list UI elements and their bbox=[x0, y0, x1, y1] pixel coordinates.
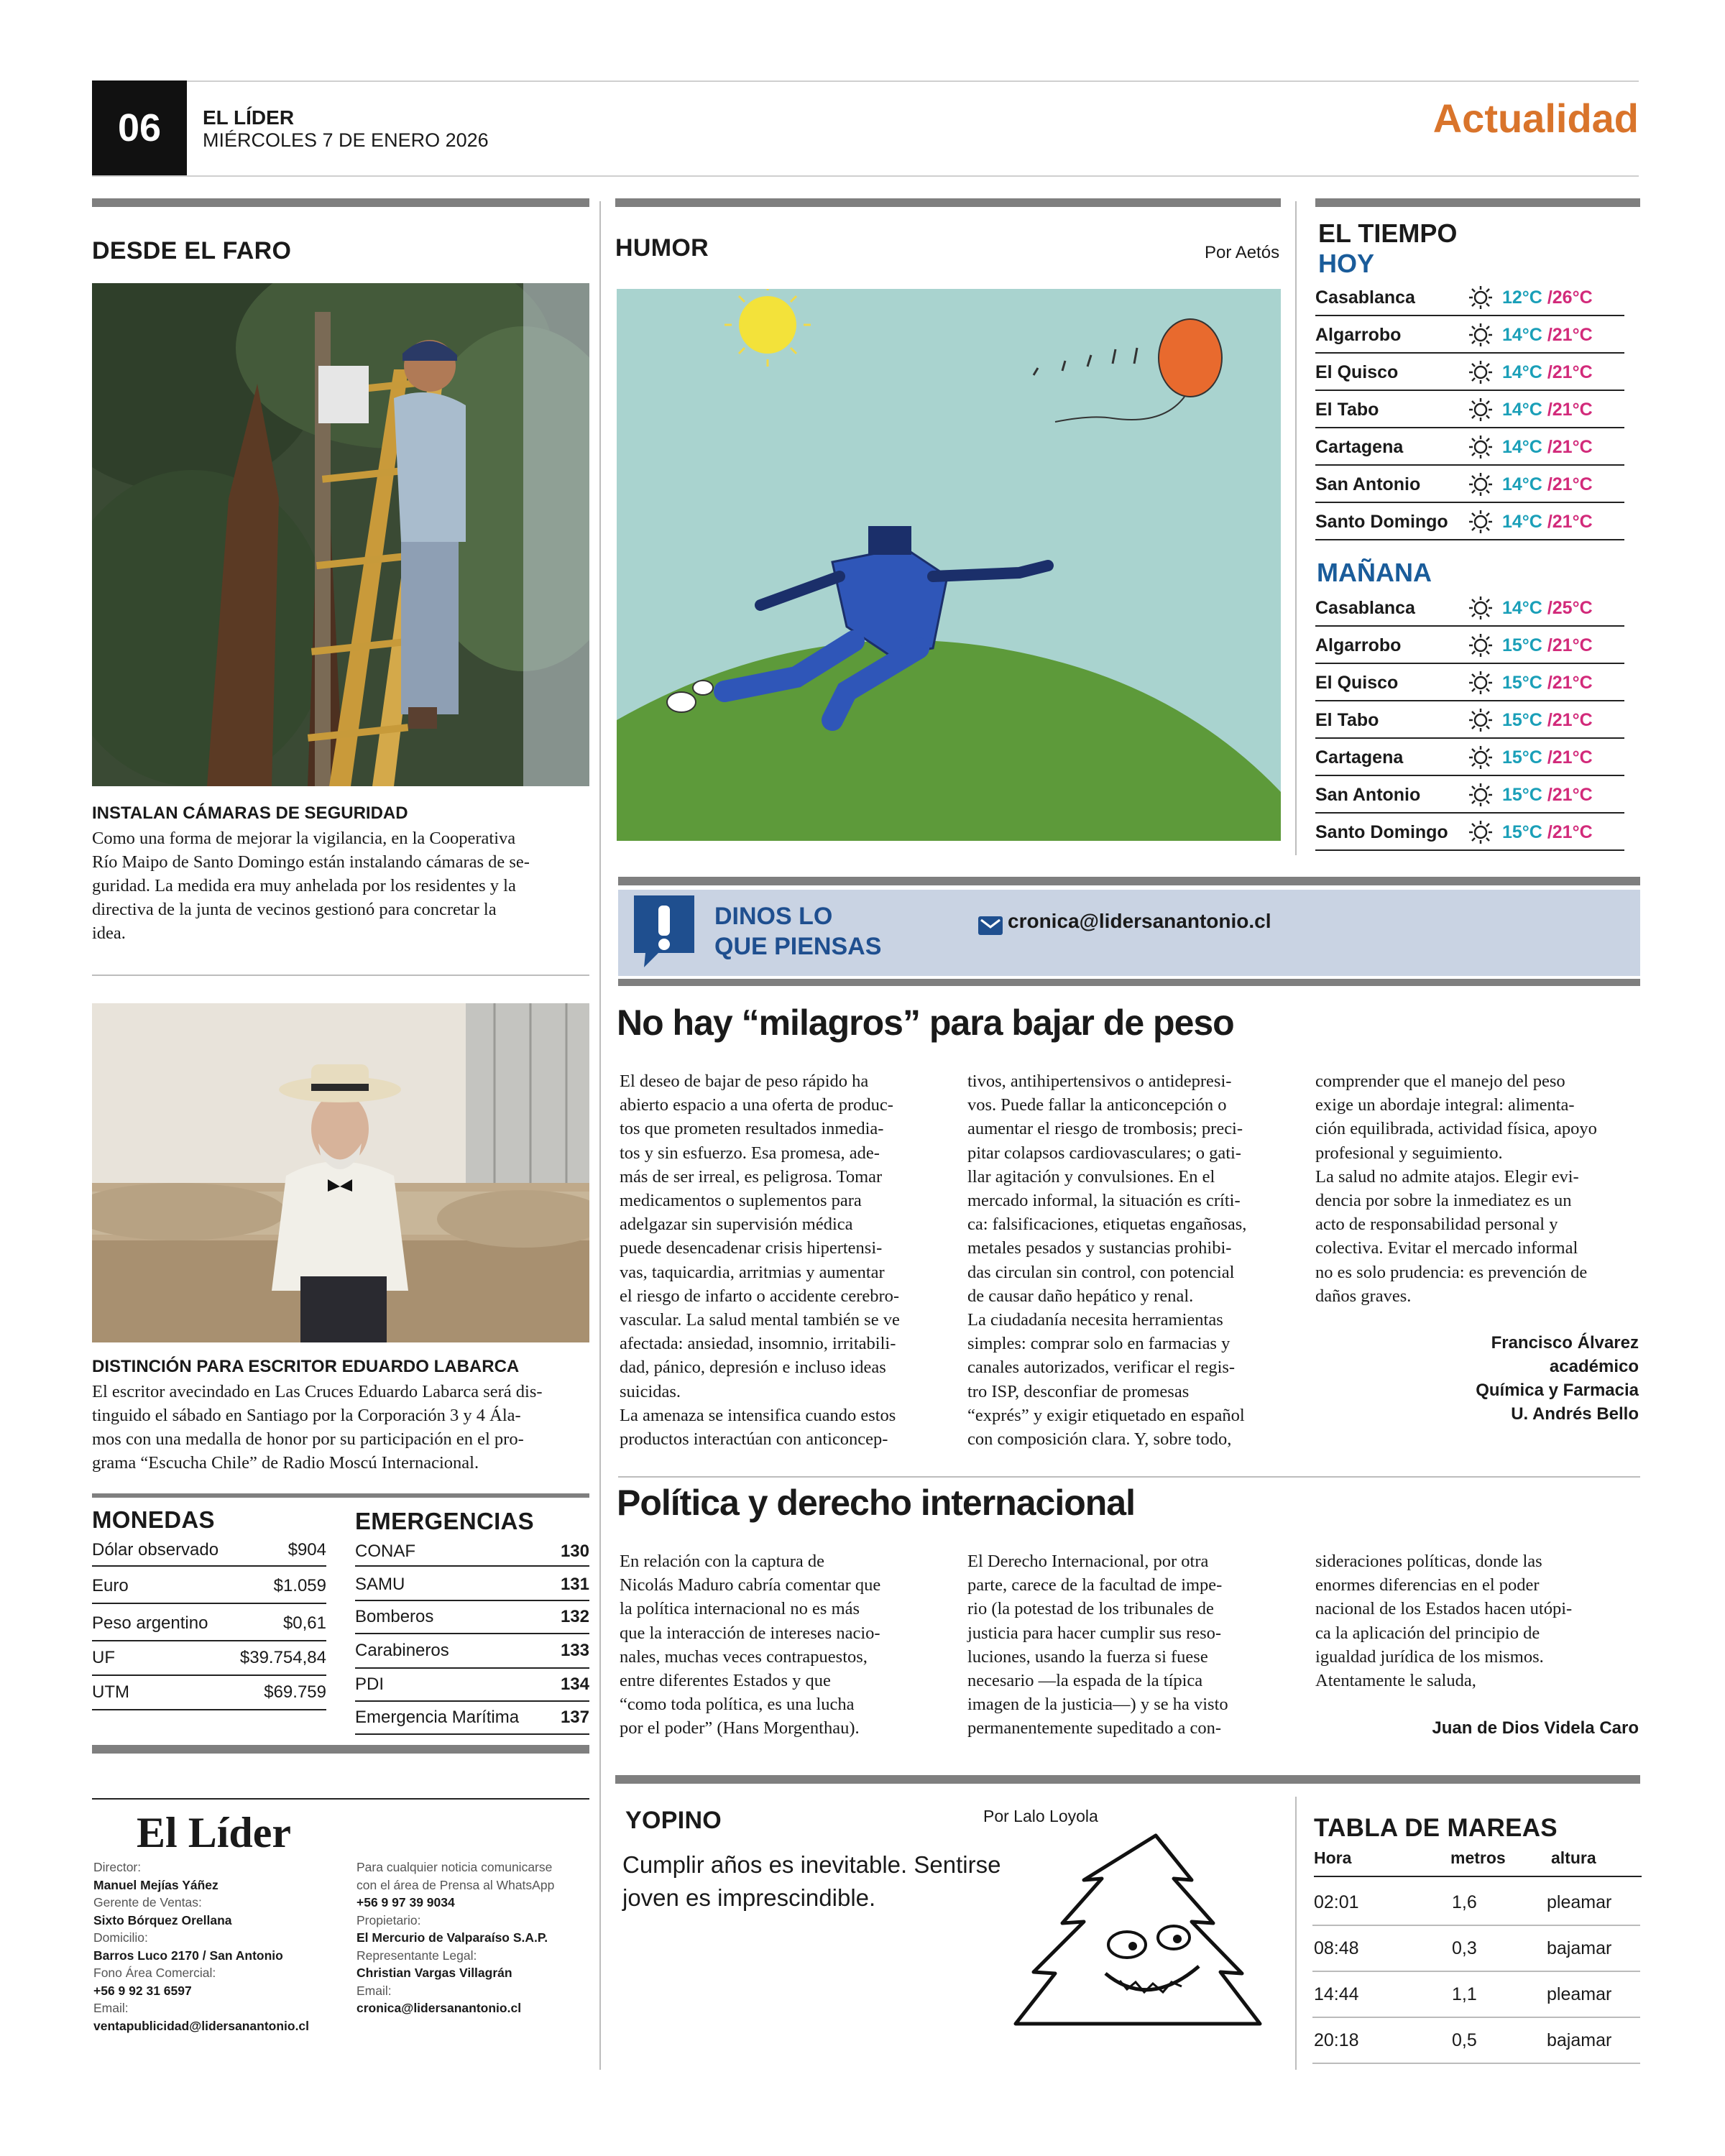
sun-icon bbox=[1459, 595, 1502, 621]
paper-name: EL LÍDER bbox=[203, 106, 295, 129]
tides-header: Hora metros altura bbox=[1314, 1848, 1642, 1877]
weather-city: El Quisco bbox=[1315, 361, 1399, 382]
tide-meters: 0,3 bbox=[1452, 1938, 1477, 1958]
emergencias-row: SAMU 131 bbox=[355, 1570, 589, 1601]
page-number: 06 bbox=[92, 80, 187, 175]
letter1-col3: comprender que el manejo del peso exige un abordaje integral: alimenta- ción equilibrada, actividad física, apoyo profesional y seguimiento. La salud no admite atajos. Elegir evi- dencia por sobre la inmediatez es un acto de responsabilidad personal y colectiva. Evitar el mercado informal no es solo prudencia: es prevención de daños graves. bbox=[1315, 1072, 1597, 1306]
letter2-col2: El Derecho Internacional, por otra parte, carece de la facultad de impe- rio (la potestad de los tribunales de justicia para hacer cumplir sus reso- luciones, usando la fuerza si fuese necesario —la espada de la típica imagen de la justicia—) y se ha visto permanentemente supeditado a con- bbox=[967, 1552, 1228, 1738]
weather-row bbox=[1315, 505, 1624, 540]
weather-temp: 15°C /21°C bbox=[1502, 672, 1593, 693]
letter1-headline: No hay “milagros” para bajar de peso bbox=[617, 1003, 1234, 1043]
yopino-quote: Cumplir años es inevitable. Sentirse joven es imprescindible. bbox=[622, 1851, 1001, 1911]
email-icon bbox=[978, 914, 1003, 937]
weather-city: El Tabo bbox=[1315, 399, 1379, 420]
letter2-signature: Juan de Dios Videla Caro bbox=[1432, 1718, 1639, 1738]
weather-city: San Antonio bbox=[1315, 784, 1421, 805]
weather-city: Algarrobo bbox=[1315, 324, 1402, 345]
tide-row bbox=[1312, 1926, 1640, 1972]
tide-type: pleamar bbox=[1547, 1984, 1612, 2004]
yopino-author: Por Lalo Loyola bbox=[983, 1807, 1098, 1825]
weather-row bbox=[1315, 355, 1624, 391]
weather-row bbox=[1315, 665, 1624, 701]
section-title: Actualidad bbox=[1432, 96, 1639, 141]
humor-cartoon bbox=[617, 289, 1281, 841]
faro-kicker: DESDE EL FARO bbox=[92, 237, 292, 264]
weather-row bbox=[1315, 740, 1624, 776]
tide-time: 02:01 bbox=[1314, 1892, 1359, 1912]
tide-type: pleamar bbox=[1547, 1892, 1612, 1912]
weather-tomorrow-label: MAÑANA bbox=[1317, 558, 1432, 587]
weather-temp: 15°C /21°C bbox=[1502, 821, 1593, 842]
sun-icon bbox=[1459, 745, 1502, 770]
weather-temp: 15°C /21°C bbox=[1502, 709, 1593, 730]
letter1-col2: tivos, antihipertensivos o antidepresi- vos. Puede fallar la anticoncepción o aumentar el riesgo de trombosis; preci- pitar colapsos cardiovasculares; o gati- llar agitación y convulsiones. En el mercado informal, la situación es críti- ca: falsificaciones, etiquetas engañosas, metales pesados y sustancias prohibi- das circulan sin control, con potencial de causar daño hepático y renal. La ciudadanía necesita herramientas simples: comprar solo en farmacias y canales autorizados, verificar el regis- tro ISP, desconfiar de promesas “exprés” y exigir etiquetado en español con composición clara. Y, sobre todo, bbox=[967, 1072, 1247, 1450]
weather-temp: 14°C /21°C bbox=[1502, 474, 1593, 494]
sun-icon bbox=[1459, 819, 1502, 845]
weather-row bbox=[1315, 778, 1624, 814]
bottom-section-bar bbox=[615, 1775, 1640, 1784]
emergencias-row: PDI 134 bbox=[355, 1669, 589, 1702]
pine-tree-cartoon bbox=[1012, 1830, 1264, 2032]
weather-row bbox=[1315, 318, 1624, 354]
letter2-headline: Política y derecho internacional bbox=[617, 1483, 1136, 1523]
tide-meters: 1,6 bbox=[1452, 1892, 1477, 1912]
weather-row bbox=[1315, 280, 1624, 316]
monedas-row: Peso argentino $0,61 bbox=[92, 1607, 326, 1641]
weather-row bbox=[1315, 591, 1624, 627]
weather-city: Algarrobo bbox=[1315, 635, 1402, 655]
weather-temp: 14°C /21°C bbox=[1502, 399, 1593, 420]
sun-icon bbox=[1459, 397, 1502, 423]
tide-row bbox=[1312, 1880, 1640, 1926]
tide-row bbox=[1312, 1972, 1640, 2018]
emergencias-row: CONAF 130 bbox=[355, 1538, 589, 1567]
letter1-col1: El deseo de bajar de peso rápido ha abierto espacio a una oferta de produc- tos que prometen resultados inmedia- tos y sin esfuerzo. Esa promesa, ade- más de ser irreal, es peligrosa. Tomar medicamentos o suplementos para adelgazar sin supervisión médica puede desencadenar crisis hipertensi- vas, taquicardia, arritmias y aumentar el riesgo de infarto o accidente cerebro- vascular. La salud mental también se ve afectada: ansiedad, insomnio, irritabili- dad, pánico, depresión e incluso ideas suicidas. La amenaza se intensifica cuando estos productos interactúan con anticoncep- bbox=[620, 1072, 900, 1450]
issue-date: MIÉRCOLES 7 DE ENERO 2026 bbox=[203, 129, 489, 151]
sun-icon bbox=[1459, 632, 1502, 658]
emergencias-row: Emergencia Marítima 137 bbox=[355, 1702, 589, 1735]
weather-temp: 14°C /21°C bbox=[1502, 361, 1593, 382]
column-divider-left bbox=[599, 201, 601, 2070]
weather-city: San Antonio bbox=[1315, 474, 1421, 494]
weather-city: Cartagena bbox=[1315, 436, 1404, 457]
tide-type: bajamar bbox=[1547, 1938, 1612, 1958]
weather-top-bar bbox=[1315, 198, 1640, 207]
weather-temp: 14°C /25°C bbox=[1502, 597, 1593, 618]
masthead-logo: El Líder bbox=[137, 1809, 292, 1856]
sun-icon bbox=[1459, 509, 1502, 535]
weather-temp: 12°C /26°C bbox=[1502, 287, 1593, 308]
weather-row bbox=[1315, 392, 1624, 428]
letter2-col3: sideraciones políticas, donde las enormes diferencias en el poder nacional de los Estados hacen utópi- ca la aplicación del principio de igualdad jurídica de los mismos. Atentamente le saluda, bbox=[1315, 1552, 1573, 1691]
tide-row bbox=[1312, 2018, 1640, 2064]
sun-icon bbox=[1459, 434, 1502, 460]
photo2-caption: El escritor avecindado en Las Cruces Eduardo Labarca será dis- tinguido el sábado en Santiago por la Corporación 3 y 4 Ála- mos con una medalla de honor por su participación en el pro- grama “Escucha Chile” de Radio Moscú Internacional. bbox=[92, 1382, 543, 1473]
tide-meters: 1,1 bbox=[1452, 1984, 1477, 2004]
weather-row bbox=[1315, 430, 1624, 466]
humor-top-bar bbox=[615, 198, 1281, 207]
indicators-bottom-bar bbox=[92, 1745, 589, 1754]
humor-kicker: HUMOR bbox=[615, 234, 709, 262]
letter2-col1: En relación con la captura de Nicolás Maduro cabría comentar que la política internacional no es más que la interacción de intereses nacio- nales, muchas veces contrapuestos, entre diferentes Estados y que “como toda política, es una lucha por el poder” (Hans Morgenthau). bbox=[620, 1552, 881, 1738]
weather-row bbox=[1315, 628, 1624, 664]
weather-temp: 15°C /21°C bbox=[1502, 747, 1593, 768]
weather-row bbox=[1315, 815, 1624, 851]
weather-city: Santo Domingo bbox=[1315, 821, 1448, 842]
humor-author: Por Aetós bbox=[1205, 243, 1280, 262]
weather-city: El Quisco bbox=[1315, 672, 1399, 693]
security-camera-photo bbox=[92, 283, 589, 786]
letters-divider bbox=[618, 1476, 1640, 1478]
monedas-row: Euro $1.059 bbox=[92, 1570, 326, 1604]
tide-time: 14:44 bbox=[1314, 1984, 1359, 2004]
dinos-email: cronica@lidersanantonio.cl bbox=[1008, 910, 1271, 932]
header-bottom-rule bbox=[92, 175, 1639, 177]
weather-temp: 15°C /21°C bbox=[1502, 635, 1593, 655]
faro-top-bar bbox=[92, 198, 589, 207]
header-top-rule bbox=[92, 80, 1639, 82]
tide-type: bajamar bbox=[1547, 2030, 1612, 2050]
sun-icon bbox=[1459, 707, 1502, 733]
dinos-text: DINOS LO QUE PIENSAS bbox=[714, 903, 882, 960]
column-divider-right-bottom bbox=[1295, 1797, 1297, 2070]
exclamation-icon bbox=[630, 891, 699, 972]
monedas-title: MONEDAS bbox=[92, 1506, 215, 1533]
weather-city: Cartagena bbox=[1315, 747, 1404, 768]
tides-title: TABLA DE MAREAS bbox=[1314, 1814, 1558, 1842]
yopino-kicker: YOPINO bbox=[625, 1807, 722, 1834]
dinos-top-bar bbox=[618, 877, 1640, 885]
letter1-signature: Francisco Álvarez académico Química y Farmacia U. Andrés Bello bbox=[1476, 1333, 1639, 1424]
sun-icon bbox=[1459, 322, 1502, 348]
writer-portrait-photo bbox=[92, 1003, 589, 1342]
tide-time: 20:18 bbox=[1314, 2030, 1359, 2050]
weather-city: Casablanca bbox=[1315, 287, 1415, 308]
emergencias-title: EMERGENCIAS bbox=[355, 1508, 534, 1534]
photo1-title: INSTALAN CÁMARAS DE SEGURIDAD bbox=[92, 803, 408, 823]
monedas-row: UF $39.754,84 bbox=[92, 1641, 326, 1676]
weather-city: El Tabo bbox=[1315, 709, 1379, 730]
weather-today-label: HOY bbox=[1318, 249, 1375, 278]
sun-icon bbox=[1459, 285, 1502, 310]
masthead-left: Director: Manuel Mejías Yáñez Gerente de Ventas: Sixto Bórquez Orellana Domicilio: Barros Luco 2170 / San Antonio Fono Área Comercial: +56 9 92 31 6597 Email: ventapublicidad@lidersanantonio.cl bbox=[93, 1860, 310, 2033]
weather-title: EL TIEMPO bbox=[1318, 218, 1458, 248]
photo2-title: DISTINCIÓN PARA ESCRITOR EDUARDO LABARCA bbox=[92, 1357, 520, 1376]
emergencias-row: Carabineros 133 bbox=[355, 1634, 589, 1669]
weather-temp: 14°C /21°C bbox=[1502, 324, 1593, 345]
emergencias-row: Bomberos 132 bbox=[355, 1601, 589, 1634]
sun-icon bbox=[1459, 359, 1502, 385]
monedas-row: Dólar observado $904 bbox=[92, 1535, 326, 1567]
photo1-caption: Como una forma de mejorar la vigilancia, en la Cooperativa Río Maipo de Santo Domingo están instalando cámaras de se- guridad. La medida era muy anhelada por los residentes y la directiva de la junta de vecinos gestionó para concretar la idea. bbox=[92, 829, 530, 943]
monedas-row: UTM $69.759 bbox=[92, 1676, 326, 1710]
indicators-top-bar bbox=[92, 1493, 589, 1498]
faro-divider bbox=[92, 975, 589, 976]
weather-city: Casablanca bbox=[1315, 597, 1415, 618]
tide-time: 08:48 bbox=[1314, 1938, 1359, 1958]
weather-temp: 14°C /21°C bbox=[1502, 436, 1593, 457]
weather-temp: 15°C /21°C bbox=[1502, 784, 1593, 805]
tide-meters: 0,5 bbox=[1452, 2030, 1477, 2050]
column-divider-right-top bbox=[1295, 201, 1297, 855]
weather-row bbox=[1315, 703, 1624, 739]
masthead-rule bbox=[92, 1798, 589, 1800]
weather-row bbox=[1315, 467, 1624, 503]
sun-icon bbox=[1459, 782, 1502, 808]
sun-icon bbox=[1459, 471, 1502, 497]
weather-temp: 14°C /21°C bbox=[1502, 511, 1593, 532]
sun-icon bbox=[1459, 670, 1502, 696]
dinos-bottom-bar bbox=[618, 979, 1640, 986]
masthead-right: Para cualquier noticia comunicarse con el área de Prensa al WhatsApp +56 9 97 39 9034 Propietario: El Mercurio de Valparaíso S.A.P. Representante Legal: Christian Vargas Villagrán Email: cronica@lidersanantonio.cl bbox=[356, 1860, 555, 2015]
weather-city: Santo Domingo bbox=[1315, 511, 1448, 532]
